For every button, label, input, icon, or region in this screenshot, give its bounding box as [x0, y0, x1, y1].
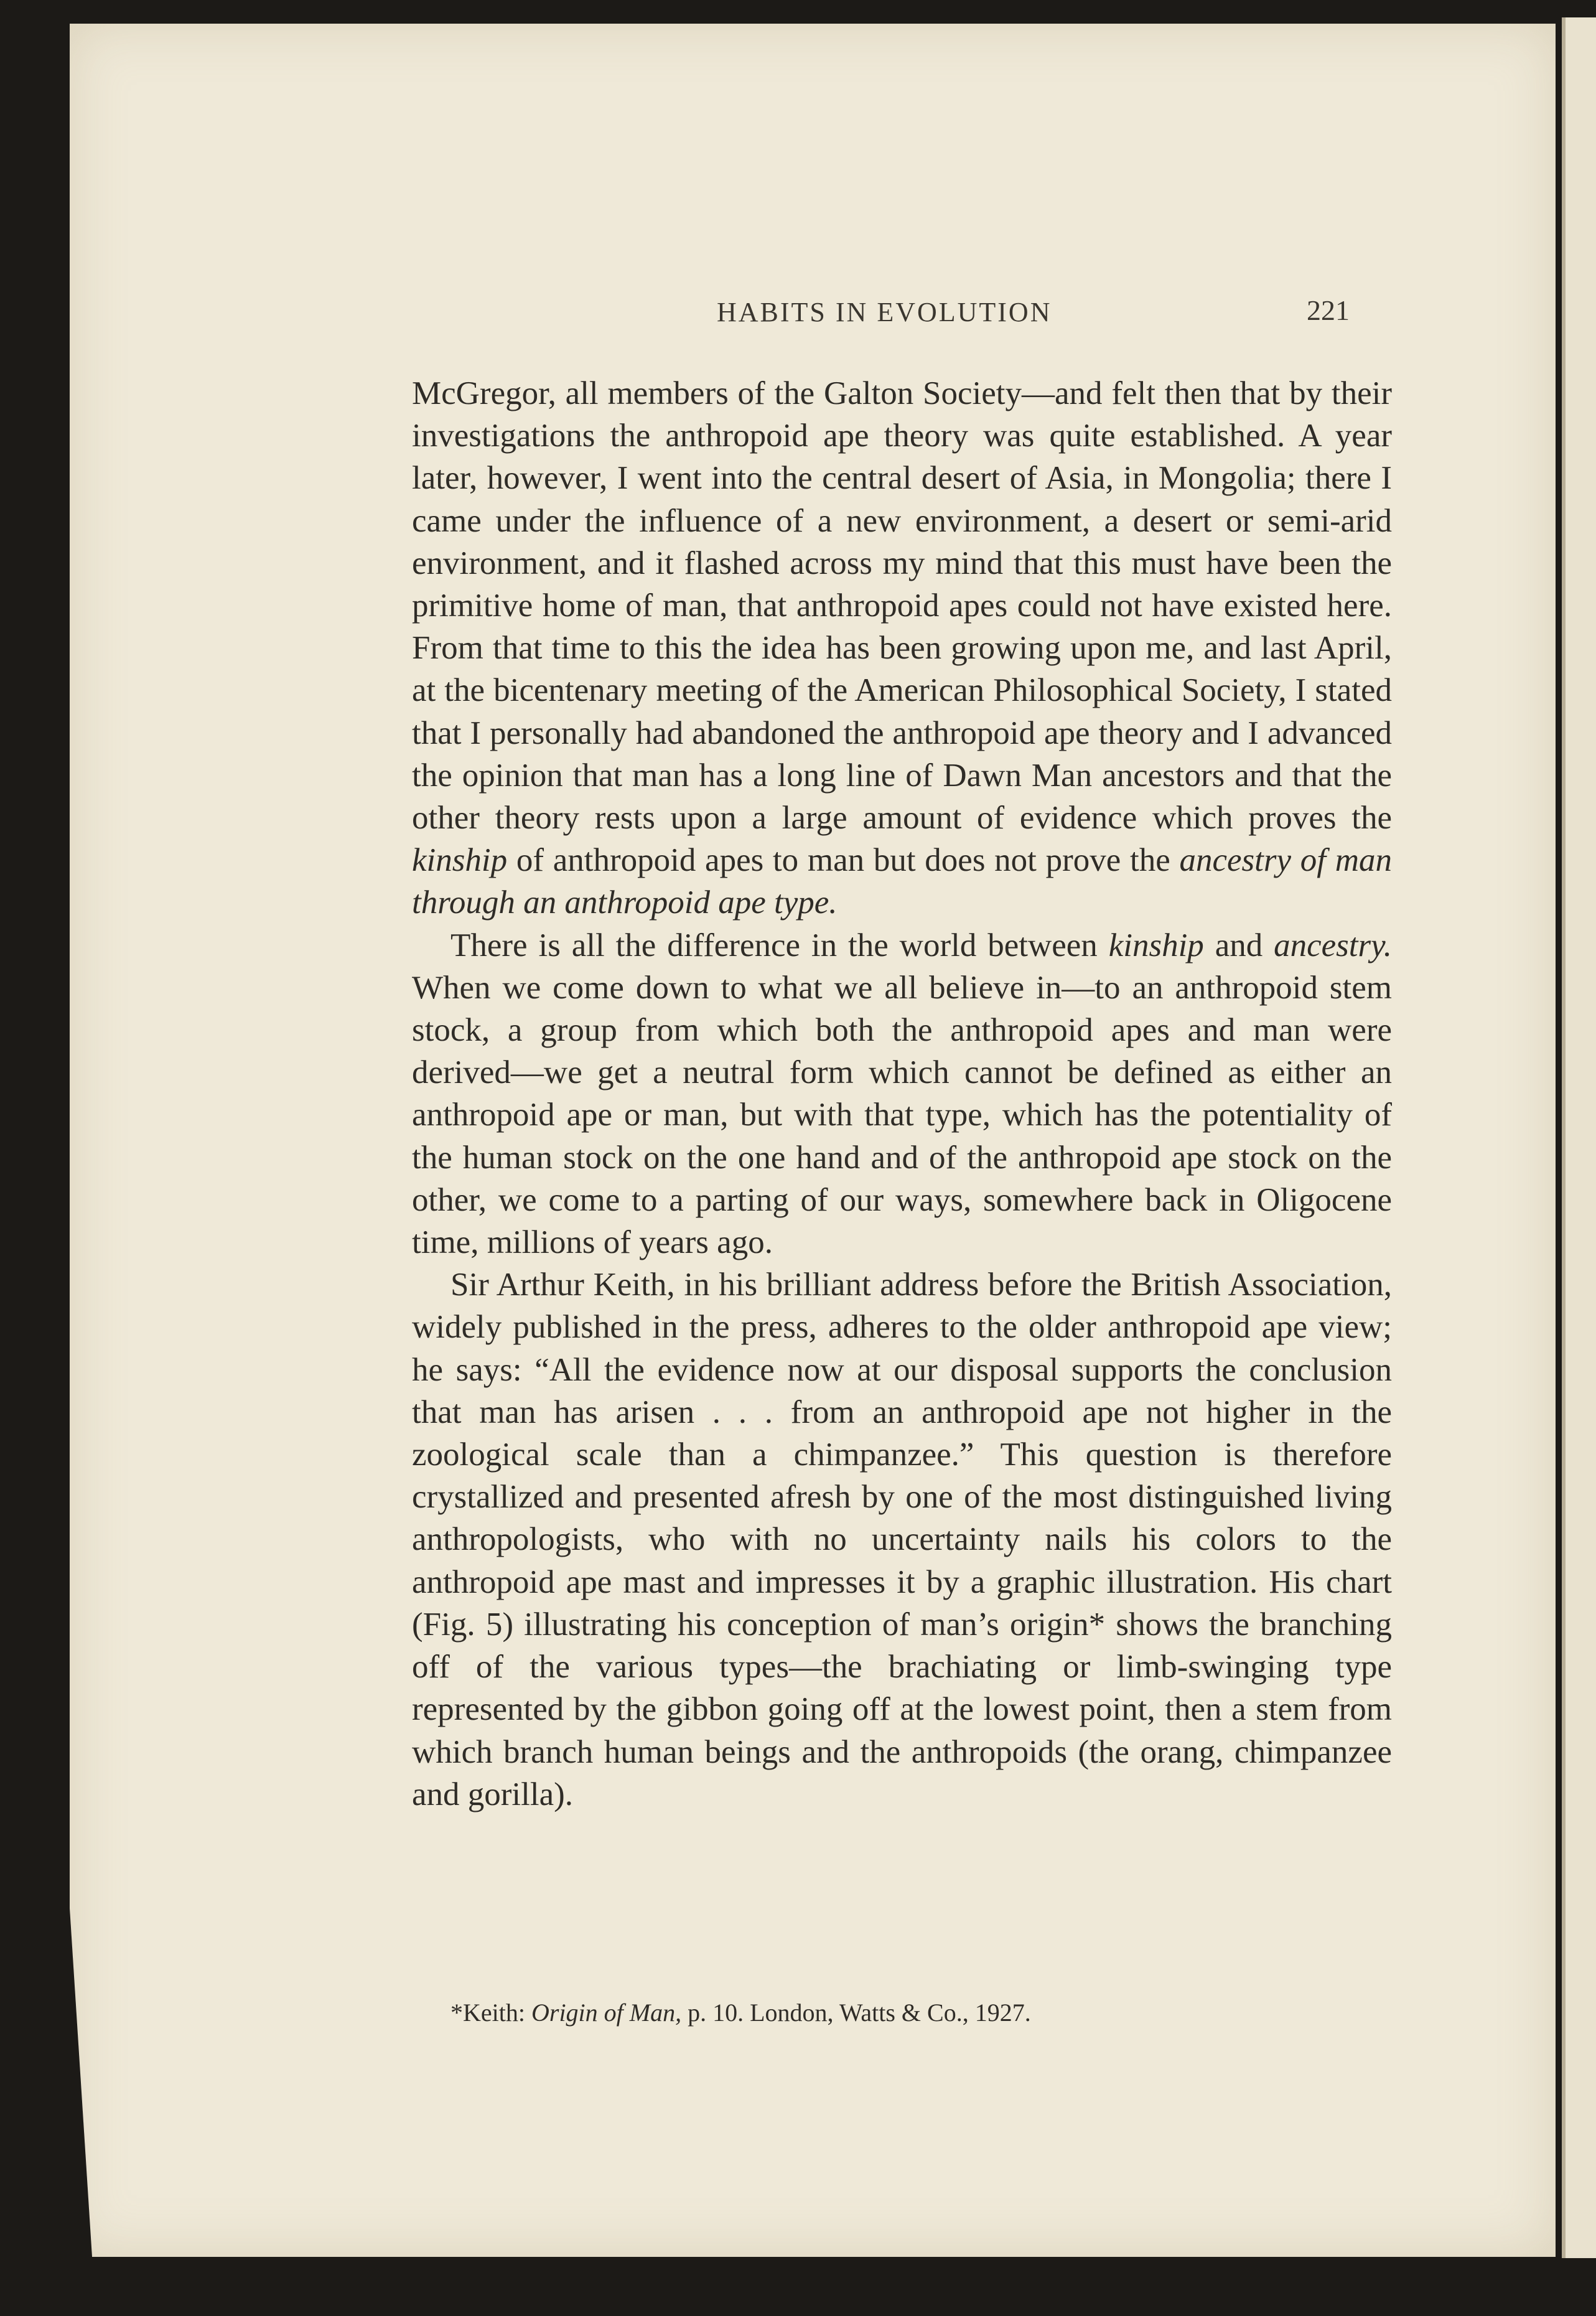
body-text	[412, 372, 1392, 1816]
running-title: HABITS IN EVOLUTION	[717, 297, 1052, 327]
paragraph	[412, 372, 1392, 924]
footnote-title: Origin of Man,	[531, 1999, 682, 2027]
text-run: McGregor, all members of the Galton Society—and felt then that by their investigations the anthropoid ape theory was quite established. A year later, however, I went into the central desert of Asia, in Mongolia; there I came under the influence of a new environment, a desert or semi-arid environment, and it flashed across my mind that this must have been the primitive home of man, that anthropoid apes could not have existed here. From that time to this the idea has been growing upon me, and last April, at the bicentenary meeting of the American Philosophical Society, I stated that I personally had abandoned the anthropoid ape theory and I advanced the opinion that man has a long line of Dawn Man ancestors and that the other theory rests upon a large amount of evidence which proves the	[412, 375, 1392, 837]
italic-run: kinship	[1108, 927, 1204, 963]
text-run: Sir Arthur Keith, in his brilliant address before the British Association, widely published in the press, adheres to the older anthropoid ape view; he says: “All the evidence now at our disposal supports the conclusion that man has arisen . . . from an anthropoid ape not higher in the zoological scale than a chimpanzee.” This question is therefore crystallized and presented afresh by one of the most distinguished living anthropologists, who with no uncertainty nails his colors to the anthropoid ape mast and impresses it by a graphic illustration. His chart (Fig. 5) illustrating his conception of man’s origin* shows the branching off of the various types—the brachiating or limb-swinging type represented by the gibbon going off at the lowest point, then a stem from which branch human beings and the anthropoids (the orang, chimpanzee and gorilla).	[412, 1267, 1392, 1812]
adjacent-page-edge	[1562, 17, 1596, 2258]
text-run: of anthropoid apes to man but does not prove the	[507, 842, 1180, 879]
paragraph	[412, 924, 1392, 1264]
paragraph	[412, 1263, 1392, 1816]
book-page	[70, 24, 1556, 2257]
italic-run: kinship	[412, 842, 508, 879]
page-number: 221	[1307, 294, 1350, 326]
footnote-citation: p. 10. London, Watts & Co., 1927.	[681, 1999, 1031, 2027]
text-run: and	[1203, 927, 1274, 963]
footnote	[450, 1998, 1031, 2027]
footnote-prefix: *Keith:	[450, 1999, 531, 2027]
italic-run: ancestry of man through an anthropoid ape type.	[412, 842, 1392, 921]
text-run: There is all the difference in the world between	[450, 927, 1109, 963]
italic-run: ancestry.	[1274, 927, 1392, 963]
text-run: When we come down to what we all believe in—to an anthropoid stem stock, a group from which both the anthropoid apes and man were derived—we get a neutral form which cannot be defined as either an anthropoid ape or man, but with that type, which has the potentiality of the human stock on the one hand and of the anthropoid ape stock on the other, we come to a parting of our ways, somewhere back in Oligocene time, millions of years ago.	[412, 969, 1392, 1261]
